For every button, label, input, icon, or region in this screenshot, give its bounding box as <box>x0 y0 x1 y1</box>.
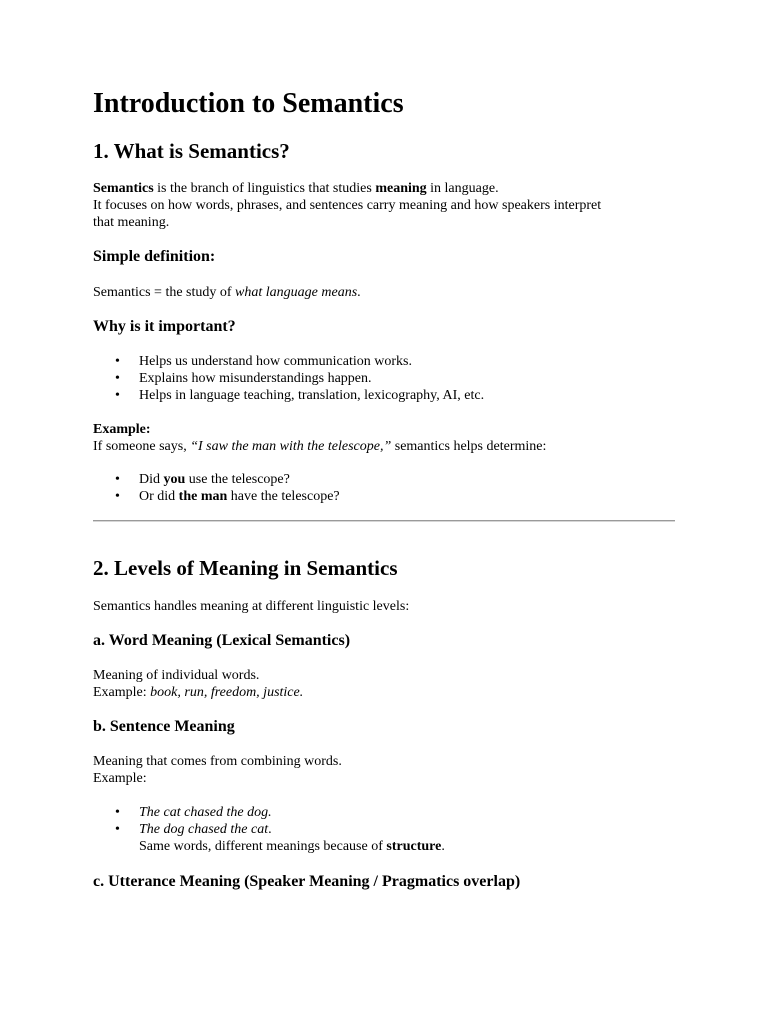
why-important-heading: Why is it important? <box>93 318 236 335</box>
sentence-meaning-text: Meaning that comes from combining words. <box>93 754 342 769</box>
section-1-focus-line-1: It focuses on how words, phrases, and sentences carry meaning and how speakers interpret <box>93 198 602 213</box>
list-item: • Explains how misunderstandings happen. <box>93 370 484 387</box>
list-item: • Helps in language teaching, translation, lexicography, AI, etc. <box>93 387 484 404</box>
example-label: Example: <box>93 422 151 437</box>
simple-definition-heading: Simple definition: <box>93 248 216 265</box>
sentence-example-list <box>93 804 445 855</box>
list-item: • The dog chased the cat. Same words, different meanings because of structure. <box>93 821 445 855</box>
word-meaning-text: Meaning of individual words. <box>93 668 260 683</box>
section-1-intro: Semantics is the branch of linguistics that studies meaning in language. <box>93 181 499 196</box>
word-meaning-example: Example: book, run, freedom, justice. <box>93 685 304 700</box>
list-item: • Did you use the telescope? <box>93 471 340 488</box>
list-item: • The cat chased the dog. <box>93 804 445 821</box>
section-2-intro: Semantics handles meaning at different linguistic levels: <box>93 599 410 614</box>
simple-definition-text: Semantics = the study of what language means. <box>93 285 361 300</box>
section-1-heading: 1. What is Semantics? <box>93 139 290 163</box>
example-list <box>93 471 340 505</box>
structure-note: Same words, different meanings because of structure. <box>139 839 445 854</box>
word-meaning-heading: a. Word Meaning (Lexical Semantics) <box>93 632 351 649</box>
section-divider <box>93 520 675 522</box>
page-title: Introduction to Semantics <box>93 88 404 119</box>
why-important-list <box>93 353 484 404</box>
term-meaning: meaning <box>375 181 427 196</box>
example-quote: “I saw the man with the telescope,” <box>190 439 392 454</box>
term-semantics: Semantics <box>93 181 154 196</box>
utterance-meaning-heading: c. Utterance Meaning (Speaker Meaning / Pragmatics overlap) <box>93 873 521 890</box>
list-item: • Helps us understand how communication works. <box>93 353 484 370</box>
example-text: If someone says, “I saw the man with the telescope,” semantics helps determine: <box>93 439 547 454</box>
sentence-meaning-example-label: Example: <box>93 771 147 786</box>
list-item: • Or did the man have the telescope? <box>93 488 340 505</box>
section-2-heading: 2. Levels of Meaning in Semantics <box>93 556 398 580</box>
section-1-focus-line-2: that meaning. <box>93 215 170 230</box>
sentence-meaning-heading: b. Sentence Meaning <box>93 718 235 735</box>
